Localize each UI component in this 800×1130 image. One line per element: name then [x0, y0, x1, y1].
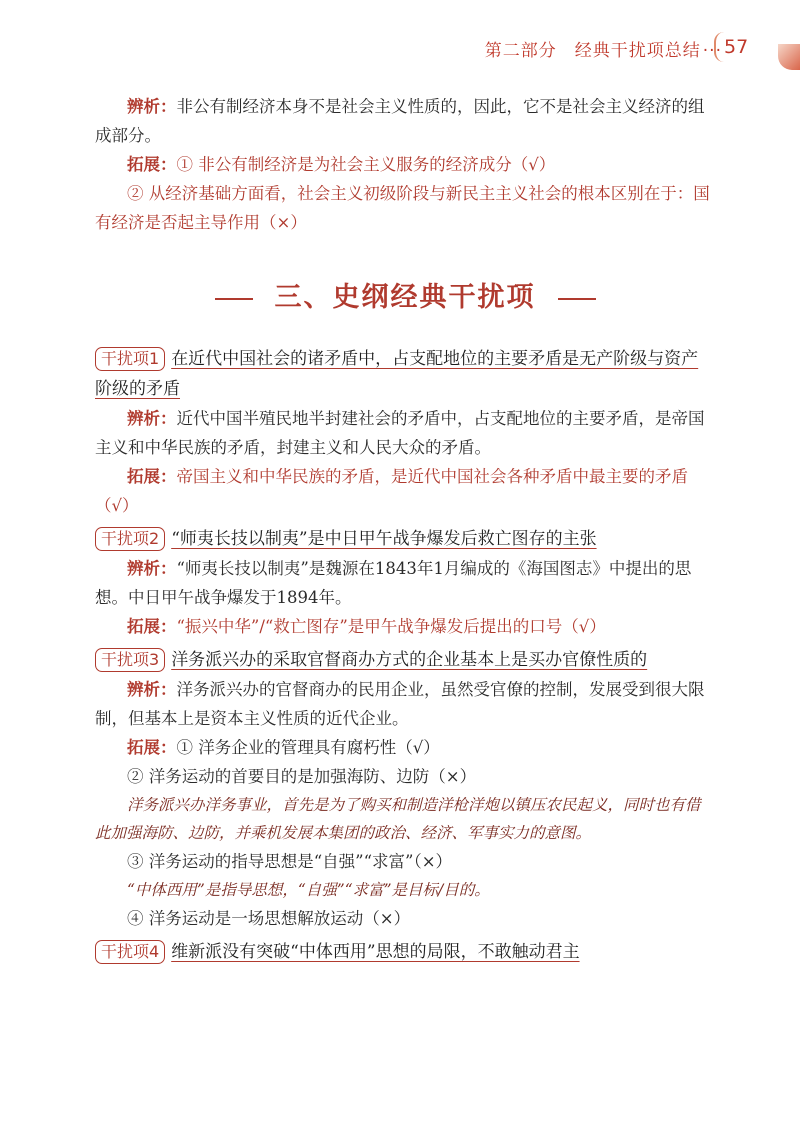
intro-tuozhan-1-text: ① 非公有制经济是为社会主义服务的经济成分（√） — [176, 155, 556, 174]
distractor-item-4 — [95, 937, 715, 967]
item-3-jiexi — [95, 675, 715, 733]
item-3-note-1: 洋务派兴办洋务事业，首先是为了购买和制造洋枪洋炮以镇压农民起义，同时也有借此加强海防、边防，并乘机发展本集团的政治、经济、军事实力的意图。 — [95, 796, 701, 842]
tuozhan-text: 帝国主义和中华民族的矛盾，是近代中国社会各种矛盾中最主要的矛盾（√） — [95, 467, 688, 515]
page-curl-decoration — [778, 44, 800, 70]
distractor-tag: 干扰项2 — [95, 527, 165, 551]
item-1-jiexi — [95, 404, 715, 462]
header-dots: ··· — [702, 41, 722, 61]
title-dash-right — [558, 298, 596, 300]
section-title — [95, 275, 715, 314]
distractor-statement: 洋务派兴办的采取官督商办方式的企业基本上是买办官僚性质的 — [171, 650, 648, 670]
tuozhan-label: 拓展： — [127, 617, 177, 636]
distractor-tag: 干扰项1 — [95, 347, 165, 371]
intro-jiexi-text: 非公有制经济本身不是社会主义性质的，因此，它不是社会主义经济的组成部分。 — [95, 97, 705, 145]
distractor-item-2 — [95, 524, 715, 554]
distractor-statement: “师夷长技以制夷”是中日甲午战争爆发后救亡图存的主张 — [171, 529, 597, 549]
distractor-statement: 在近代中国社会的诸矛盾中，占支配地位的主要矛盾是无产阶级与资产阶级的矛盾 — [95, 349, 699, 399]
distractor-tag: 干扰项4 — [95, 940, 165, 964]
distractor-item-3 — [95, 645, 715, 675]
running-header — [485, 36, 722, 61]
jiexi-text: “师夷长技以制夷”是魏源在1843年1月编成的《海国图志》中提出的思想。中日甲午战争爆发于1894年。 — [95, 559, 692, 607]
intro-tuozhan-2: ② 从经济基础方面看，社会主义初级阶段与新民主主义社会的根本区别在于：国有经济是否起主导作用（×） — [95, 184, 710, 232]
item-3-tuozhan-1 — [95, 733, 715, 762]
jiexi-text: 洋务派兴办的官督商办的民用企业，虽然受官僚的控制，发展受到很大限制，但基本上是资本主义性质的近代企业。 — [95, 680, 705, 728]
tuozhan-text: ① 洋务企业的管理具有腐朽性（√） — [176, 738, 440, 757]
tuozhan-label: 拓展： — [127, 467, 177, 486]
tuozhan-label: 拓展： — [127, 155, 177, 174]
jiexi-label: 辨析： — [127, 680, 177, 699]
page-number: 57 — [714, 32, 778, 62]
intro-jiexi — [95, 92, 715, 150]
page-content — [95, 92, 715, 967]
item-1-tuozhan — [95, 462, 715, 520]
item-3-note-2: “中体西用”是指导思想，“自强”“求富”是目标/目的。 — [127, 881, 490, 899]
page-header — [0, 30, 800, 70]
jiexi-label: 辨析： — [127, 409, 177, 428]
title-dash-left — [215, 298, 253, 300]
jiexi-label: 辨析： — [127, 559, 177, 578]
intro-tuozhan-1 — [95, 150, 715, 179]
distractor-tag: 干扰项3 — [95, 648, 165, 672]
section-title-text: 三、史纲经典干扰项 — [274, 282, 536, 313]
distractor-item-1 — [95, 344, 715, 404]
item-3-tuozhan-3: ③ 洋务运动的指导思想是“自强”“求富”（×） — [127, 852, 453, 871]
item-3-tuozhan-2: ② 洋务运动的首要目的是加强海防、边防（×） — [127, 767, 477, 786]
header-section-title: 第二部分 经典干扰项总结 — [484, 41, 701, 61]
tuozhan-label: 拓展： — [127, 738, 177, 757]
item-2-jiexi — [95, 554, 715, 612]
distractor-statement: 维新派没有突破“中体西用”思想的局限，不敢触动君主 — [171, 942, 580, 962]
item-2-tuozhan — [95, 612, 715, 641]
jiexi-text: 近代中国半殖民地半封建社会的矛盾中，占支配地位的主要矛盾，是帝国主义和中华民族的矛盾，封建主义和人民大众的矛盾。 — [95, 409, 705, 457]
tuozhan-text: “振兴中华”/“救亡图存”是甲午战争爆发后提出的口号（√） — [176, 617, 606, 636]
item-3-tuozhan-4: ④ 洋务运动是一场思想解放运动（×） — [127, 909, 411, 928]
jiexi-label: 辨析： — [127, 97, 177, 116]
